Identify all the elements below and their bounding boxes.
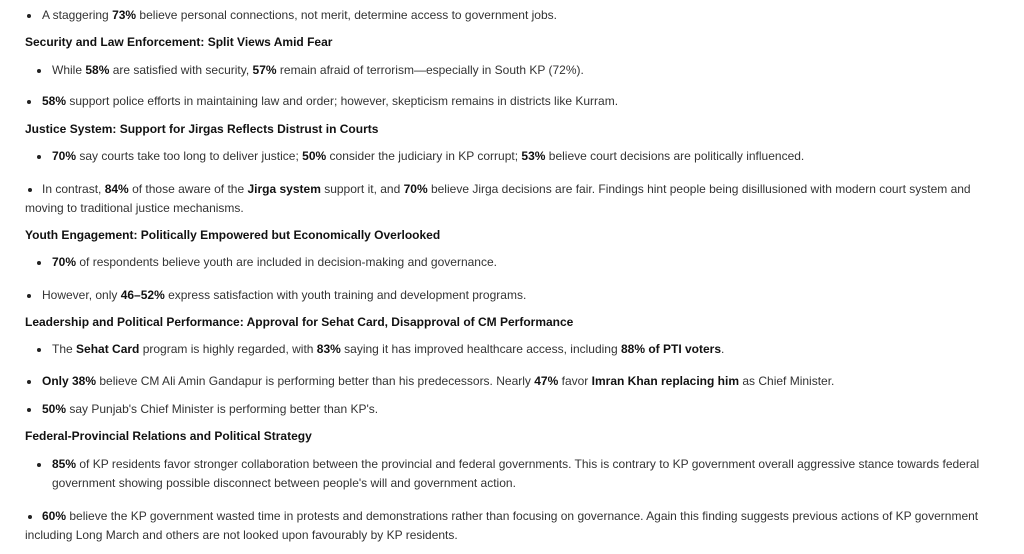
emphasis-text: Only 38% bbox=[42, 374, 97, 388]
section-heading: Justice System: Support for Jirgas Reflects Distrust in Courts bbox=[25, 122, 379, 136]
bullet-item bbox=[52, 455, 992, 493]
emphasis-text: 70% bbox=[52, 255, 77, 269]
body-text: are satisfied with security, bbox=[109, 63, 253, 77]
body-text: support police efforts in maintaining law and order; however, skepticism remains in districts like Kurram. bbox=[66, 94, 619, 108]
emphasis-text: 73% bbox=[112, 8, 137, 22]
body-text: of KP residents favor stronger collaboration between the provincial and federal governments. This is contrary to KP government overall aggressive stance towards federal government showing possible disconnect between people's will and government action. bbox=[52, 457, 980, 490]
bullet-item bbox=[52, 340, 992, 359]
emphasis-text: 58% bbox=[42, 94, 67, 108]
emphasis-text: 58% bbox=[85, 63, 110, 77]
bullet-item bbox=[42, 92, 992, 111]
bullet-item bbox=[42, 400, 992, 419]
body-text: as Chief Minister. bbox=[739, 374, 835, 388]
emphasis-text: 70% bbox=[403, 182, 428, 196]
body-text: support it, and bbox=[320, 182, 404, 196]
emphasis-text: 50% bbox=[302, 149, 327, 163]
bullet-item bbox=[52, 61, 992, 80]
body-text: express satisfaction with youth training and development programs. bbox=[164, 288, 527, 302]
body-text: say courts take too long to deliver justice; bbox=[76, 149, 303, 163]
section-heading: Leadership and Political Performance: Approval for Sehat Card, Disapproval of CM Performance bbox=[25, 315, 574, 329]
emphasis-text: 84% bbox=[104, 182, 129, 196]
body-text: believe the KP government wasted time in protests and demonstrations rather than focusing on governance. Again this finding suggests previous actions of KP government including Long March and others are not looked upon favourably by KP residents. bbox=[25, 509, 979, 542]
body-text: believe personal connections, not merit, determine access to government jobs. bbox=[136, 8, 557, 22]
body-text: A staggering bbox=[42, 8, 113, 22]
body-text: While bbox=[52, 63, 86, 77]
body-text: program is highly regarded, with bbox=[139, 342, 317, 356]
emphasis-text: 47% bbox=[534, 374, 559, 388]
body-text: In contrast, bbox=[42, 182, 105, 196]
emphasis-text: 70% bbox=[52, 149, 77, 163]
body-text: The bbox=[52, 342, 77, 356]
emphasis-text: 53% bbox=[521, 149, 546, 163]
body-text: believe Jirga decisions are fair. Findings hint people being disillusioned with modern court system and moving to traditional justice mechanisms. bbox=[25, 182, 971, 215]
body-text: consider the judiciary in KP corrupt; bbox=[326, 149, 522, 163]
bullet-item bbox=[42, 286, 992, 305]
section-heading: Federal-Provincial Relations and Political Strategy bbox=[25, 429, 312, 443]
emphasis-text: 57% bbox=[252, 63, 277, 77]
body-text: believe CM Ali Amin Gandapur is performing better than his predecessors. Nearly bbox=[96, 374, 535, 388]
emphasis-text: 85% bbox=[52, 457, 77, 471]
body-text: However, only bbox=[42, 288, 121, 302]
body-text: believe court decisions are politically influenced. bbox=[545, 149, 805, 163]
body-text: say Punjab's Chief Minister is performing better than KP's. bbox=[66, 402, 379, 416]
emphasis-text: 88% of PTI voters bbox=[620, 342, 722, 356]
emphasis-text: Jirga system bbox=[247, 182, 321, 196]
bullet-item bbox=[42, 6, 992, 25]
section-heading: Security and Law Enforcement: Split Views Amid Fear bbox=[25, 35, 333, 49]
emphasis-text: 46–52% bbox=[120, 288, 165, 302]
emphasis-text: 60% bbox=[42, 509, 67, 523]
bullet-item bbox=[52, 147, 992, 166]
body-text: of those aware of the bbox=[128, 182, 248, 196]
emphasis-text: 83% bbox=[316, 342, 341, 356]
body-text: favor bbox=[558, 374, 592, 388]
body-text: saying it has improved healthcare access, including bbox=[340, 342, 621, 356]
emphasis-text: Imran Khan replacing him bbox=[591, 374, 740, 388]
bullet-item bbox=[42, 372, 992, 391]
body-text: . bbox=[721, 342, 725, 356]
bullet-item bbox=[25, 507, 985, 545]
emphasis-text: Sehat Card bbox=[76, 342, 140, 356]
body-text: remain afraid of terrorism—especially in South KP (72%). bbox=[276, 63, 584, 77]
section-heading: Youth Engagement: Politically Empowered but Economically Overlooked bbox=[25, 228, 441, 242]
body-text: of respondents believe youth are included in decision-making and governance. bbox=[76, 255, 497, 269]
bullet-item bbox=[25, 180, 985, 218]
bullet-item bbox=[52, 253, 992, 272]
emphasis-text: 50% bbox=[42, 402, 67, 416]
